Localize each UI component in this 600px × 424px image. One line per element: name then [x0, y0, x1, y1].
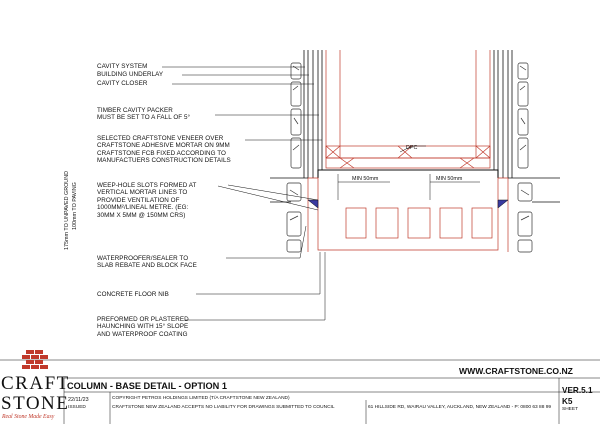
sheet-number: K5: [562, 397, 573, 406]
cavity-closer-label: CAVITY CLOSER: [97, 80, 148, 87]
dpc-membrane: [318, 170, 498, 178]
building-underlay-label: BUILDING UNDERLAY: [97, 71, 164, 78]
website-link[interactable]: WWW.CRAFTSTONE.CO.NZ: [459, 366, 573, 376]
drawing-title: COLUMN - BASE DETAIL - OPTION 1: [67, 381, 227, 391]
stone-veneer-right: [518, 63, 532, 252]
stone-veneer-left: [287, 63, 301, 252]
hauching-fillets: [308, 200, 508, 208]
logo-wordmark-craft: CRAFT: [1, 373, 70, 394]
timber-cavity-packer-label: TIMBER CAVITY PACKER MUST BE SET TO A FALL OF 5°: [97, 107, 191, 122]
cavity-wall-lines: [304, 50, 512, 178]
company-address: 61 HILLSIDE RD, WAIRAU VALLEY, AUCKLAND, NEW ZEALAND - P: 0800 63 88 99: [368, 405, 552, 410]
sheet-label: SHEET: [562, 407, 578, 412]
logo-tagline: Real Stone Made Easy: [2, 414, 55, 420]
version-number: VER.5.1: [562, 386, 593, 395]
dimension-lines: [338, 146, 480, 200]
unpaved-ground-note: 175mm TO UNPAVED GROUND: [64, 171, 70, 250]
logo-brick-icon: [22, 350, 48, 369]
waterproofer-label: WATERPROOFER/SEALER TO SLAB REBATE AND BLOCK FACE: [97, 255, 197, 270]
concrete-floor-nib-label: CONCRETE FLOOR NIB: [97, 291, 169, 298]
weep-hole-label: WEEP-HOLE SLOTS FORMED AT VERTICAL MORTAR LINES TO PROVIDE VENTILATION OF 1000MM²/LINEAL METRE. (EG: 30MM X 5MM @ 150MM CRS): [97, 182, 197, 219]
foundation-blocks: [346, 208, 492, 238]
hauching-label: PREFORMED OR PLASTERED HAUNCHING WITH 15° SLOPE AND WATERPROOF COATING: [97, 316, 189, 338]
min-50mm-right-annotation: MIN 50mm: [436, 176, 463, 182]
issue-date: 22/11/23: [68, 397, 89, 403]
veneer-label: SELECTED CRAFTSTONE VENEER OVER CRAFTSTONE ADHESIVE MORTAR ON 9MM CRAFTSTONE FCB FIXED ACCORDING TO MANUFACTUERS CONSTRUCTION DETAILS: [97, 135, 231, 165]
cavity-system-label: CAVITY SYSTEM: [97, 63, 148, 70]
ground-lines: [270, 178, 560, 202]
min-50mm-left-annotation: MIN 50mm: [352, 176, 379, 182]
issued-label: ISSUED: [68, 405, 86, 410]
paving-note: 100mm TO PAVING: [72, 182, 78, 230]
logo-wordmark-stone: STONE: [1, 393, 70, 414]
copyright-notice: COPYRIGHT PETROS HOLDINGS LIMITED (T/A CRAFTSTONE NEW ZEALAND): [112, 396, 290, 401]
liability-disclaimer: CRAFTSTONE NEW ZEALAND ACCEPTS NO LIABILITY FOR DRAWINGS SUBMITTED TO COUNCIL: [112, 405, 335, 410]
dpc-annotation: DPC: [406, 145, 418, 151]
